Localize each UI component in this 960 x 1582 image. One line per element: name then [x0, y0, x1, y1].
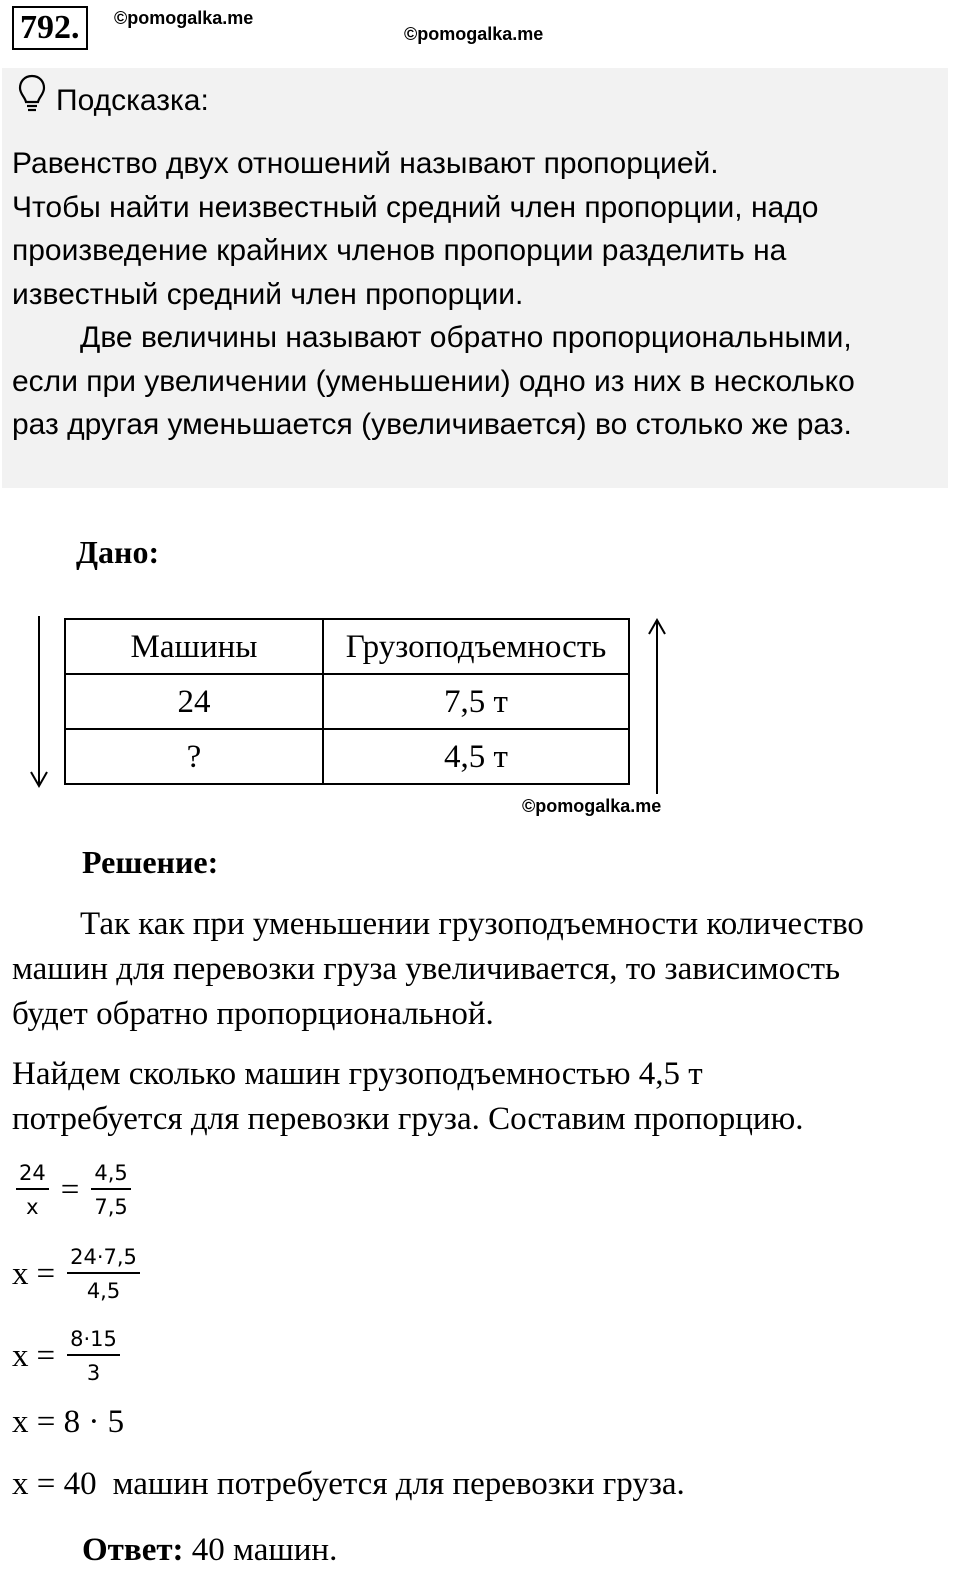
problem-number: 792.: [12, 6, 88, 50]
equation-step: [12, 1326, 124, 1386]
hint-line: известный средний член пропорции.: [12, 277, 524, 311]
hint-line: Равенство двух отношений называют пропорцией.: [12, 147, 719, 180]
numerator: 4,5: [91, 1160, 130, 1190]
table-cell: ?: [65, 729, 323, 784]
solution-paragraph: [12, 902, 942, 1037]
watermark: ©pomogalka.me: [522, 796, 662, 816]
given-label: Дано:: [76, 534, 160, 570]
answer-label: Ответ:: [82, 1532, 184, 1568]
fraction: [67, 1244, 140, 1304]
hint-line: произведение крайних членов пропорции разделить на: [12, 234, 787, 267]
table-cell: 7,5 т: [323, 674, 629, 729]
up-arrow-icon: [646, 618, 668, 796]
answer: [82, 1528, 337, 1572]
hint-line: раз другая уменьшается (увеличивается) во столько же раз.: [12, 408, 852, 441]
denominator: 3: [86, 1361, 101, 1385]
fraction: [16, 1160, 49, 1220]
fraction: [91, 1160, 130, 1220]
table-row: [65, 729, 629, 784]
hint-line: Две величины называют обратно пропорциональными,: [80, 321, 852, 354]
equals-sign: =: [36, 1337, 56, 1374]
hint-title: [18, 74, 209, 127]
solution-label: Решение:: [82, 844, 219, 880]
equals-sign: =: [60, 1171, 80, 1208]
down-arrow-icon: [28, 614, 50, 790]
table-row: [65, 674, 629, 729]
equation-step: [12, 1244, 144, 1304]
numerator: 24: [16, 1160, 49, 1190]
solution-paragraph: [12, 1052, 942, 1142]
text-line: потребуется для перевозки груза. Составим пропорцию.: [12, 1101, 804, 1137]
watermark: ©pomogalka.me: [114, 8, 254, 28]
given-table: [64, 618, 630, 785]
equation-proportion: [12, 1160, 135, 1220]
denominator: x: [26, 1195, 39, 1219]
hint-title-text: Подсказка:: [56, 83, 209, 117]
numerator: 24·7,5: [67, 1244, 140, 1274]
text-line: будет обратно пропорциональной.: [12, 996, 494, 1032]
numerator: 8·15: [67, 1326, 120, 1356]
result-text: машин потребуется для перевозки груза.: [112, 1466, 685, 1502]
hint-text: [12, 142, 942, 447]
fraction: [67, 1326, 120, 1386]
denominator: 7,5: [94, 1195, 128, 1219]
denominator: 4,5: [86, 1279, 121, 1303]
equation-text: x = 40: [12, 1466, 97, 1502]
lightbulb-icon: [18, 74, 46, 127]
table-cell: 4,5 т: [323, 729, 629, 784]
table-header-row: [65, 619, 629, 674]
text-line: Найдем сколько машин грузоподъемностью 4,5 т: [12, 1056, 703, 1092]
table-header-cell: Машины: [65, 619, 323, 674]
text-line: Так как при уменьшении грузоподъемности количество: [80, 906, 864, 942]
variable: x: [12, 1337, 29, 1374]
equation-result: [12, 1466, 685, 1503]
table-header-cell: Грузоподъемность: [323, 619, 629, 674]
equation-step: [12, 1404, 124, 1441]
equals-sign: =: [36, 1255, 56, 1292]
hint-line: Чтобы найти неизвестный средний член пропорции, надо: [12, 190, 819, 224]
answer-value: 40 машин.: [191, 1532, 338, 1568]
text-line: машин для перевозки груза увеличивается, то зависимость: [12, 951, 841, 987]
equation-text: x = 8 · 5: [12, 1404, 125, 1440]
table-cell: 24: [65, 674, 323, 729]
variable: x: [12, 1255, 29, 1292]
watermark: ©pomogalka.me: [404, 24, 544, 44]
hint-line: если при увеличении (уменьшении) одно из них в несколько: [12, 364, 855, 398]
